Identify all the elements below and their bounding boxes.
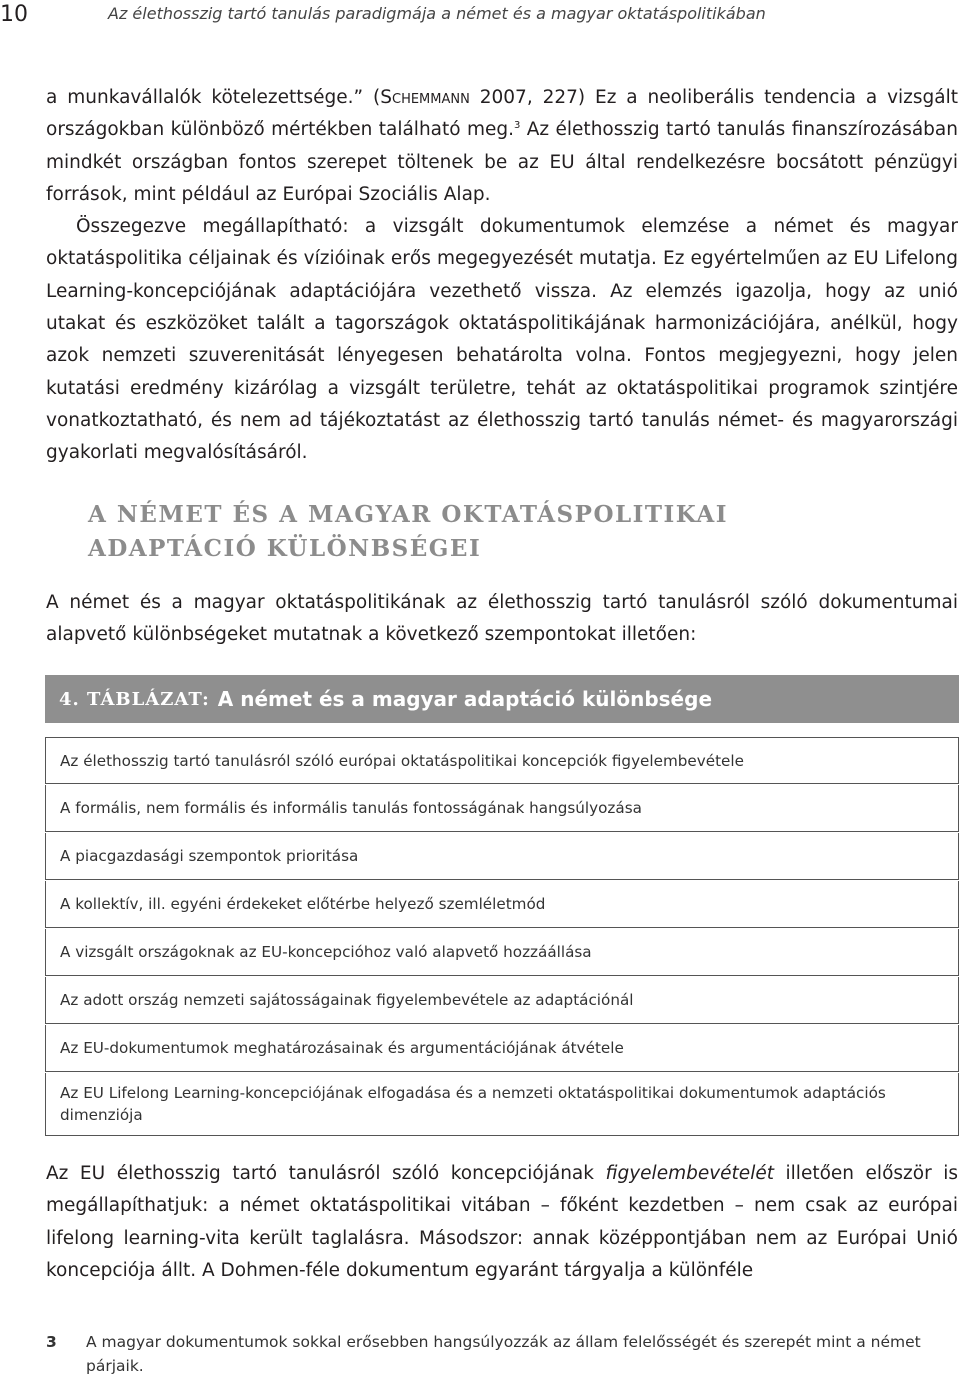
text-segment: 2007, 227) Ez a neoliberális tendencia a vizsgált országokban különböző mértékben található meg. bbox=[46, 87, 958, 141]
text-segment: Az élethosszig tartó tanulás finanszírozásában mindkét országban fontos szerepet töltenek be az EU által rendelkezésre bocsátott pénzügyi források, mint például az Európai Szociális Alap. bbox=[46, 119, 958, 205]
text-segment: illetően először is megállapíthatjuk: a német oktatáspolitikai vitában – főként kezdetben – nem csak az európai lifelong learning-vita került taglalásra. Másodszor: annak középpontjában nem az Európai Unió koncepciója állt. A Dohmen-féle dokumentum egyaránt tárgyalja a különféle bbox=[46, 1163, 958, 1281]
section-heading bbox=[88, 498, 728, 566]
citation-author: Schemmann bbox=[380, 87, 470, 108]
table-row: Az élethosszig tartó tanulásról szóló európai oktatáspolitikai koncepciók figyelembevétele bbox=[45, 737, 959, 784]
table-row: Az EU-dokumentumok meghatározásainak és argumentációjának átvétele bbox=[45, 1025, 959, 1072]
table-row: A formális, nem formális és informális tanulás fontosságának hangsúlyozása bbox=[45, 785, 959, 832]
table-caption-title: A német és a magyar adaptáció különbsége bbox=[217, 687, 713, 711]
table-row: A kollektív, ill. egyéni érdekeket előtérbe helyező szemléletmód bbox=[45, 881, 959, 928]
section-heading-line-1: A NÉMET ÉS A MAGYAR OKTATÁSPOLITIKAI bbox=[88, 501, 728, 528]
footnote-reference[interactable]: 3 bbox=[514, 120, 521, 132]
paragraph-3 bbox=[46, 1158, 958, 1287]
running-header: Az élethosszig tartó tanulás paradigmája a német és a magyar oktatáspolitikában bbox=[108, 4, 766, 23]
table-body bbox=[45, 737, 959, 1136]
table-caption bbox=[45, 675, 959, 723]
differences-table bbox=[45, 675, 959, 1136]
page-number: 10 bbox=[0, 2, 28, 27]
table-row: Az adott ország nemzeti sajátosságainak figyelembevétele az adaptációnál bbox=[45, 977, 959, 1024]
section-heading-line-2: ADAPTÁCIÓ KÜLÖNBSÉGEI bbox=[88, 535, 482, 562]
text-segment: a munkavállalók kötelezettsége.” ( bbox=[46, 87, 381, 108]
table-row: Az EU Lifelong Learning-koncepciójának elfogadása és a nemzeti oktatáspolitikai dokumentumok adaptációs dimenziója bbox=[45, 1073, 959, 1136]
table-spacer bbox=[45, 723, 959, 737]
table-row: A vizsgált országoknak az EU-koncepcióhoz való alapvető hozzáállása bbox=[45, 929, 959, 976]
emphasized-term: figyelembevételét bbox=[605, 1163, 774, 1184]
paragraph-1 bbox=[46, 82, 958, 470]
footnote-number: 3 bbox=[46, 1333, 57, 1351]
footnote-text: A magyar dokumentumok sokkal erősebben hangsúlyozzák az állam felelősségét és szerepét mint a német párjaik. bbox=[86, 1333, 921, 1375]
table-row: A piacgazdasági szempontok prioritása bbox=[45, 833, 959, 880]
table-caption-label: 4. TÁBLÁZAT: bbox=[59, 688, 210, 710]
paragraph-1b: Összegezve megállapítható: a vizsgált dokumentumok elemzése a német és magyar oktatáspolitika céljainak és vízióinak erős megegyezését mutatja. Ez egyértelműen az EU Lifelong Learning-koncepciójának adaptációjára vezethető vissza. Az elemzés igazolja, hogy az unió utakat és eszközöket talált a tagországok oktatáspolitikájának harmonizációjára, anélkül, hogy azok nemzeti szuverenitását lényegesen behatárolta volna. Fontos megjegyezni, hogy jelen kutatási eredmény kizárólag a vizsgált területre, tehát az oktatáspolitikai programok szintjére vonatkoztatható, és nem ad tájékoztatást az élethosszig tartó tanulás német- és magyarországi gyakorlati megvalósításáról. bbox=[46, 216, 958, 464]
paragraph-1-text bbox=[46, 82, 958, 211]
text-segment: Az EU élethosszig tartó tanulásról szóló koncepciójának bbox=[46, 1163, 606, 1184]
paragraph-2: A német és a magyar oktatáspolitikának az élethosszig tartó tanulásról szóló dokumentumai alapvető különbségeket mutatnak a következő szempontokat illetően: bbox=[46, 592, 958, 646]
